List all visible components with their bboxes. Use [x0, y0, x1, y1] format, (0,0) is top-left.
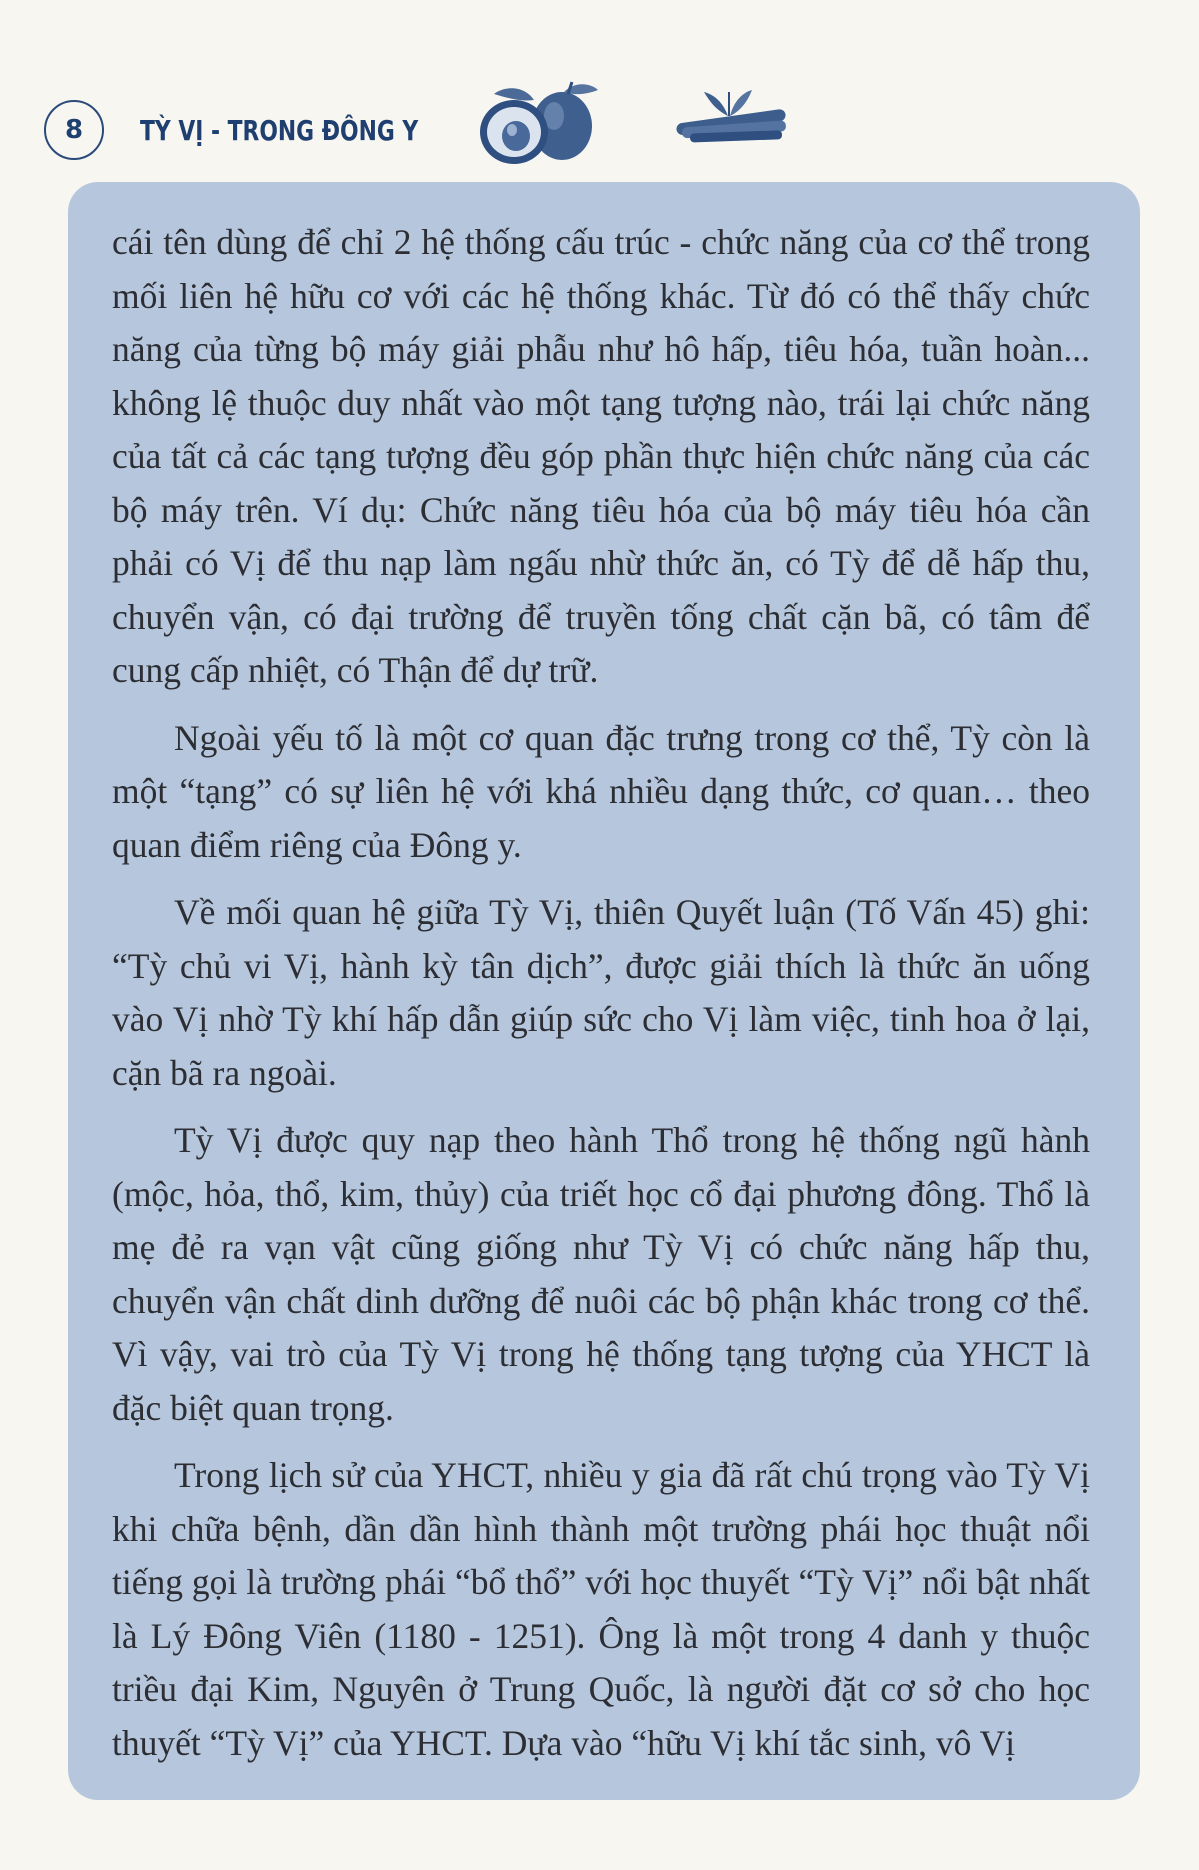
paragraph-1: cái tên dùng để chỉ 2 hệ thống cấu trúc - chức năng của cơ thể trong mối liên hệ hữu cơ với các hệ thống khác. Từ đó có thể thấy chức năng của từng bộ máy giải phẫu như hô hấp, tiêu hóa, tuần hoàn... không lệ thuộc duy nhất vào một tạng tượng nào, trái lại chức năng của tất cả các tạng tượng đều góp phần thực hiện chức năng của các bộ máy trên. Ví dụ: Chức năng tiêu hóa của bộ máy tiêu hóa cần phải có Vị để thu nạp làm ngấu nhừ thức ăn, có Tỳ để dễ hấp thu, chuyển vận, có đại trường để truyền tống chất cặn bã, có tâm để cung cấp nhiệt, có Thận để dự trữ.: [112, 222, 1090, 690]
fruit-illustration: [464, 80, 614, 166]
page-number: 8: [64, 115, 84, 145]
page-header: [44, 100, 1154, 166]
content-box: [68, 182, 1140, 1800]
cinnamon-illustration: [672, 86, 794, 152]
paragraph-4: Tỳ Vị được quy nạp theo hành Thổ trong hệ thống ngũ hành (mộc, hỏa, thổ, kim, thủy) của triết học cổ đại phương đông. Thổ là mẹ đẻ ra vạn vật cũng giống như Tỳ Vị có chức năng hấp thu, chuyển vận chất dinh dưỡng để nuôi các bộ phận khác trong cơ thể. Vì vậy, vai trò của Tỳ Vị trong hệ thống tạng tượng của YHCT là đặc biệt quan trọng.: [112, 1120, 1090, 1428]
paragraph-2: Ngoài yếu tố là một cơ quan đặc trưng trong cơ thể, Tỳ còn là một “tạng” có sự liên hệ với khá nhiều dạng thức, cơ quan… theo quan điểm riêng của Đông y.: [112, 717, 1090, 865]
paragraph-5: Trong lịch sử của YHCT, nhiều y gia đã rất chú trọng vào Tỳ Vị khi chữa bệnh, dần dần hình thành một trường phái học thuật nổi tiếng gọi là trường phái “bổ thổ” với học thuyết “Tỳ Vị” nổi bật nhất là Lý Đông Viên (1180 - 1251). Ông là một trong 4 danh y thuộc triều đại Kim, Nguyên ở Trung Quốc, là người đặt cơ sở cho học thuyết “Tỳ Vị” của YHCT. Dựa vào “hữu Vị khí tắc sinh, vô Vị: [112, 1455, 1090, 1763]
running-title: TỲ VỊ - TRONG ĐÔNG Y: [140, 114, 419, 147]
page-number-circle: [44, 100, 104, 160]
paragraph-3: Về mối quan hệ giữa Tỳ Vị, thiên Quyết luận (Tố Vấn 45) ghi: “Tỳ chủ vi Vị, hành kỳ tân dịch”, được giải thích là thức ăn uống vào Vị nhờ Tỳ khí hấp dẫn giúp sức cho Vị làm việc, tinh hoa ở lại, cặn bã ra ngoài.: [112, 892, 1090, 1093]
